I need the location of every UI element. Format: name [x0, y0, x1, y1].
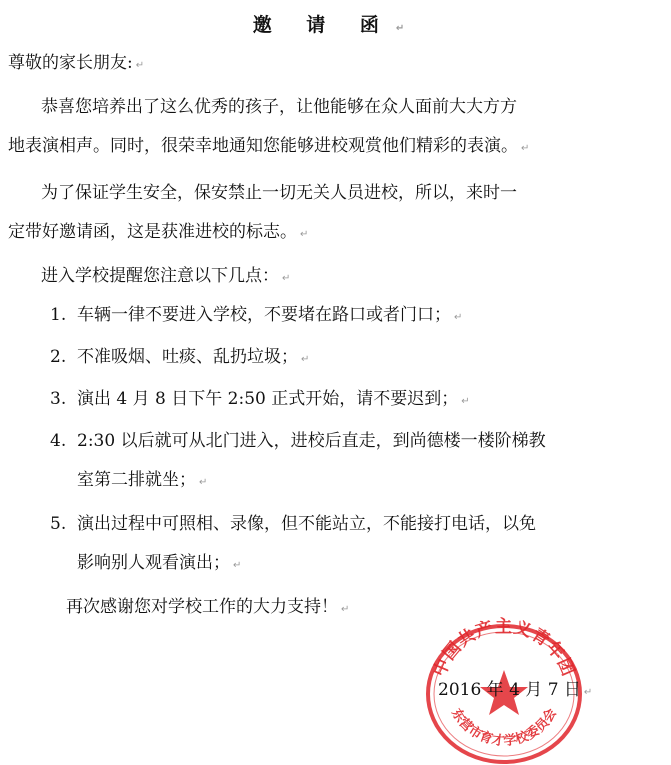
list-item-continuation	[77, 545, 241, 584]
list-item-text: 不准吸烟、吐痰、乱扔垃圾；	[77, 347, 298, 367]
list-item-text: 车辆一律不要进入学校，不要堵在路口或者门口；	[77, 305, 451, 325]
list-item	[50, 339, 309, 378]
list-item-number: 2.	[50, 347, 67, 367]
list-item-number: 5.	[50, 514, 67, 534]
paragraph-mark: ↵	[521, 143, 530, 154]
list-item	[50, 381, 470, 420]
list-item-number: 4.	[50, 431, 67, 451]
paragraph-mark: ↵	[341, 604, 350, 615]
document-title	[0, 10, 671, 37]
paragraph-text: 恭喜您培养出了这么优秀的孩子，让他能够在众人面前大大方方	[41, 97, 517, 117]
paragraph-mark: ↵	[395, 23, 419, 34]
list-item-text: 2:30 以后就可从北门进入，进校后直走，到尚德楼一楼阶梯教	[77, 431, 546, 451]
list-item	[50, 423, 546, 459]
paragraph-text: 地表演相声。同时，很荣幸地通知您能够进校观赏他们精彩的表演。	[8, 136, 518, 156]
paragraph-1-line-2	[8, 128, 660, 167]
greeting-text: 尊敬的家长朋友:	[8, 53, 133, 73]
paragraph-mark: ↵	[461, 396, 470, 407]
paragraph-2-line-2	[8, 214, 660, 253]
list-item-text: 影响别人观看演出；	[77, 553, 230, 573]
paragraph-mark: ↵	[583, 687, 593, 698]
notice-intro	[41, 258, 671, 297]
seal-top-text: 中国共产主义青年团	[429, 617, 579, 680]
list-item-text: 室第二排就坐；	[77, 470, 196, 490]
paragraph-mark: ↵	[135, 60, 145, 71]
paragraph-1-line-1	[41, 89, 671, 125]
list-item-text: 演出 4 月 8 日下午 2:50 正式开始，请不要迟到；	[77, 389, 459, 409]
list-item-continuation	[77, 462, 207, 501]
paragraph-mark: ↵	[233, 560, 242, 571]
paragraph-mark: ↵	[454, 312, 463, 323]
greeting-line	[8, 45, 660, 84]
title-text: 邀 请 函	[252, 14, 393, 36]
paragraph-2-line-1	[41, 175, 671, 211]
paragraph-text: 为了保证学生安全，保安禁止一切无关人员进校，所以，来时一	[41, 183, 517, 203]
notice-intro-text: 进入学校提醒您注意以下几点：	[41, 266, 279, 286]
seal-bottom-text: 东营市育才学校委员会	[448, 705, 560, 749]
paragraph-mark: ↵	[300, 229, 309, 240]
date-text: 2016 年 4 月 7 日	[438, 680, 581, 700]
date-line	[438, 672, 592, 711]
paragraph-mark: ↵	[301, 354, 310, 365]
paragraph-mark: ↵	[199, 477, 208, 488]
paragraph-text: 定带好邀请函，这是获准进校的标志。	[8, 222, 297, 242]
paragraph-mark: ↵	[282, 273, 291, 284]
list-item-text: 演出过程中可照相、录像，但不能站立，不能接打电话，以免	[77, 514, 536, 534]
list-item-number: 1.	[50, 305, 67, 325]
closing-text: 再次感谢您对学校工作的大力支持！	[66, 597, 338, 617]
list-item	[50, 297, 462, 336]
list-item	[50, 506, 536, 542]
list-item-number: 3.	[50, 389, 67, 409]
